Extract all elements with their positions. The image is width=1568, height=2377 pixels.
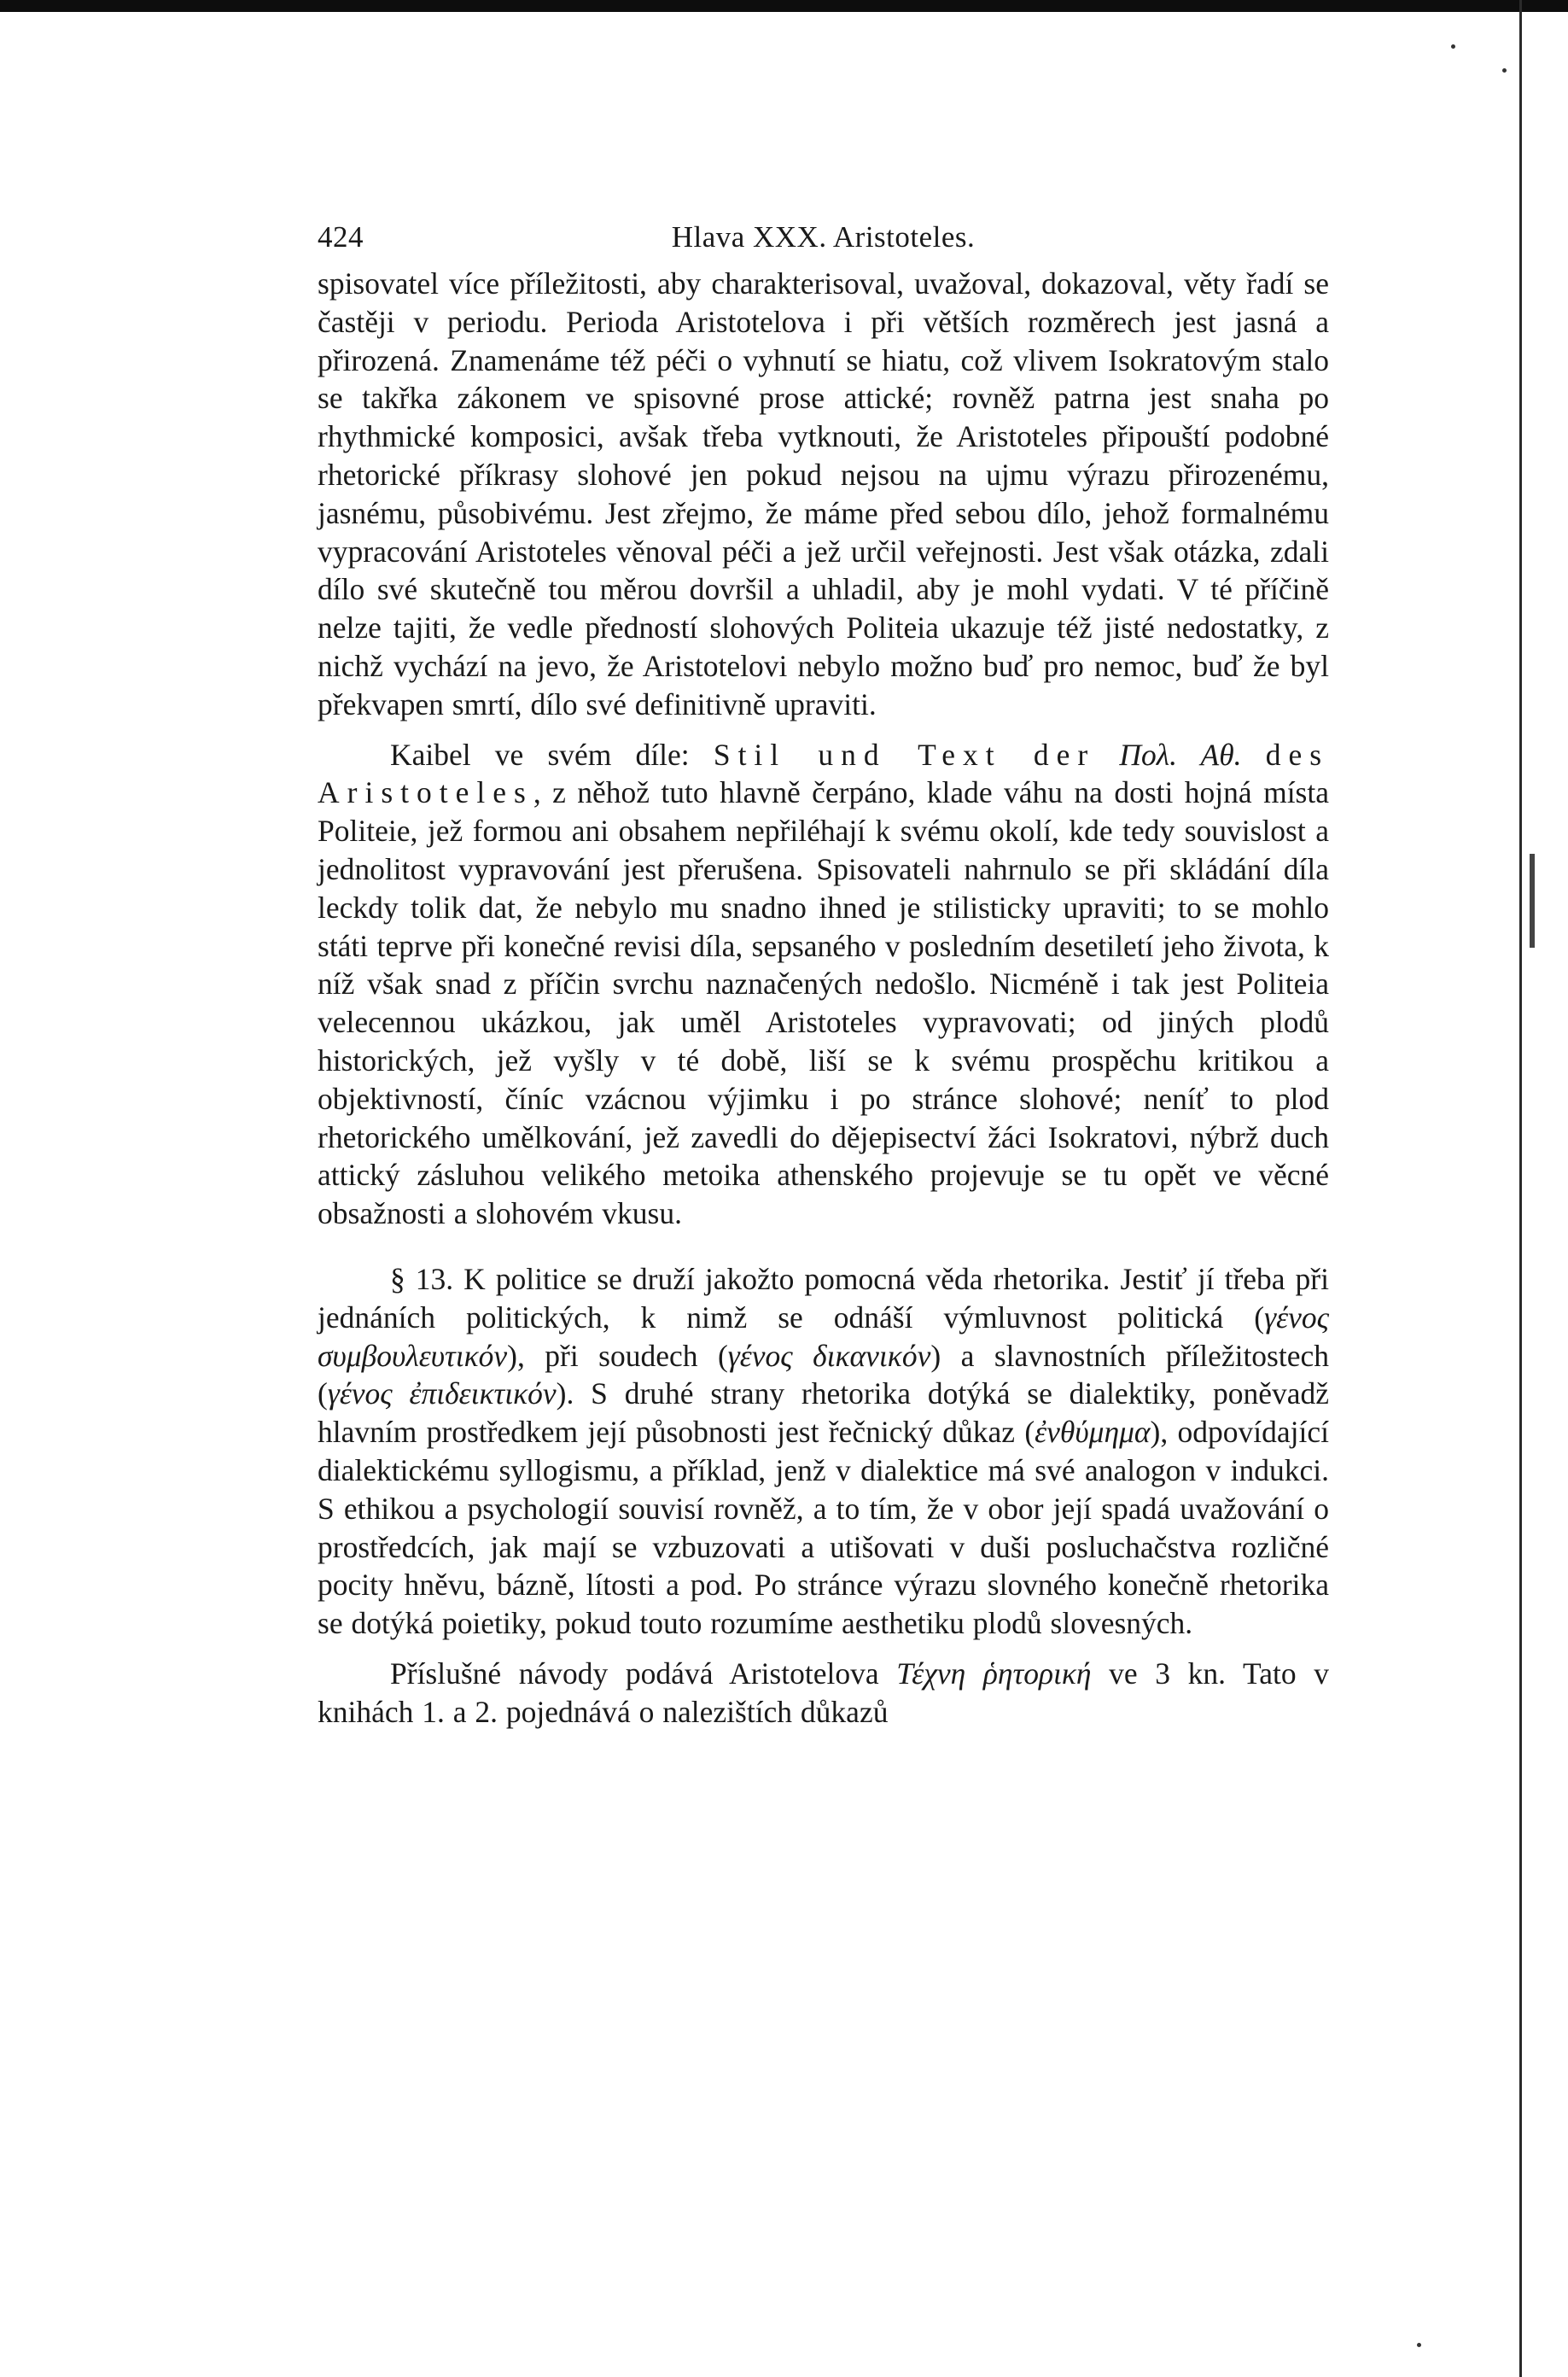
scan-speck [1502, 68, 1507, 73]
greek-term: γένος συμβουλευτικόν [318, 1299, 1329, 1373]
book-page [318, 213, 1329, 1731]
paragraph-2 [318, 736, 1329, 1233]
author-name-spaced: des Aristoteles [318, 737, 1330, 810]
greek-abbreviation: Πολ. Αθ. [1119, 737, 1242, 772]
greek-term: γένος ἐπιδεικτικόν [327, 1376, 557, 1411]
text-run: Příslušné návody podává Aristotelova [390, 1656, 897, 1691]
greek-term: ἐνθύμημα [1035, 1415, 1151, 1450]
scan-speck [1417, 2343, 1421, 2347]
chapter-title: Hlava XXX. Aristoteles. [671, 220, 976, 254]
page-number: 424 [318, 220, 364, 254]
text-run: ), odpovídající dialektickému syllogismu, a příklad, jenž v dialektice má své analogon v indukci. S ethikou a psychologií souvisí rovněž, a to tím, že v obor její spadá uvažování o prostředcích, jak mají se vzbuzovati a utišovati v duši posluchačstva rozličné pocity hněvu, bázně, lítosti a pod. Po stránce výrazu slovného konečně rhetorika se dotýká poietiky, pokud touto rozumíme aesthetiku plodů slovesných. [318, 1415, 1329, 1641]
greek-term: γένος δικανικόν [727, 1338, 931, 1373]
text-run: ), při soudech ( [507, 1338, 728, 1373]
page-body [318, 265, 1329, 1731]
paragraph-2-rest: , z něhož tuto hlavně čerpáno, klade váhu na dosti hojná místa Politeie, jež formou ani obsahem nepřiléhají k svému okolí, kde tedy souvislost a jednolitost vypravování jest přerušena. Spisovateli nahrnulo se při skládání díla leckdy tolik dat, že nebylo mu snadno ihned je stilisticky upraviti; to se mohlo státi teprve při konečné revisi díla, sepsaného v posledním desetiletí jeho života, k níž však snad z příčin svrchu naznačených nedošlo. Nicméně i tak jest Politeia velecennou ukázkou, jak uměl Aristoteles vypravovati; od jiných plodů historických, jež vyšly v té době, liší se k svému prospěchu kritikou a objektivností, číníc vzácnou výjimku i po stránce slohové; neníť to plod rhetorického umělkování, jež zavedli do dějepisectví žáci Isokratovi, nýbrž duch attický zásluhou velikého metoika athenského projevuje se tu opět ve věcné obsažnosti a slohovém vkusu. [318, 775, 1329, 1231]
paragraph-1: spisovatel více příležitosti, aby charakterisoval, uvažoval, dokazoval, věty řadí se častěji v periodu. Perioda Aristotelova i při větších rozměrech jest jasná a přirozená. Znamenáme též péči o vyhnutí se hiatu, což vlivem Isokratovým stalo se takřka zákonem ve spisovné prose attické; rovněž patrna jest snaha po rhythmické komposici, avšak třeba vytknouti, že Aristoteles připouští podobné rhetorické příkrasy slohové jen pokud nejsou na ujmu výrazu přirozenému, jasnému, působivému. Jest zřejmo, že máme před sebou dílo, jehož formalnému vypracování Aristoteles věnoval péči a jež určil veřejnosti. Jest však otázka, zdali dílo své skutečně tou měrou dovršil a uhladil, aby je mohl vydati. V té příčině nelze tajiti, že vedle předností slohových Politeia ukazuje též jisté nedostatky, z nichž vychází na jevo, že Aristotelovi nebylo možno buď pro nemoc, buď že byl překvapen smrtí, dílo své definitivně upraviti. [318, 266, 1329, 721]
scan-right-mark [1530, 854, 1535, 948]
scan-speck [1451, 44, 1455, 49]
text-run: ) a slavnostních příležitostech ( [318, 1338, 1329, 1411]
running-header [318, 213, 1329, 265]
greek-term: Τέχνη ῥητορική [896, 1656, 1092, 1691]
text-run: ). S druhé strany rhetorika dotýká se dialektiky, poněvadž hlavním prostředkem její působnosti jest řečnický důkaz ( [318, 1376, 1329, 1450]
scan-right-edge [1519, 0, 1522, 2377]
paragraph-2-start: Kaibel ve svém díle: [390, 737, 714, 772]
scan-top-edge [0, 0, 1568, 12]
text-run: ve 3 kn. Tato v knihách 1. a 2. pojednává o nalezištích důkazů [318, 1656, 1329, 1729]
paragraph-section-13 [318, 1260, 1329, 1643]
book-title-spaced: Stil und Text der [713, 737, 1096, 772]
paragraph-4 [318, 1655, 1329, 1732]
text-run: § 13. K politice se druží jakožto pomocná věda rhetorika. Jestiť jí třeba při jednáních politických, k nimž se odnáší výmluvnost politická ( [318, 1261, 1329, 1335]
